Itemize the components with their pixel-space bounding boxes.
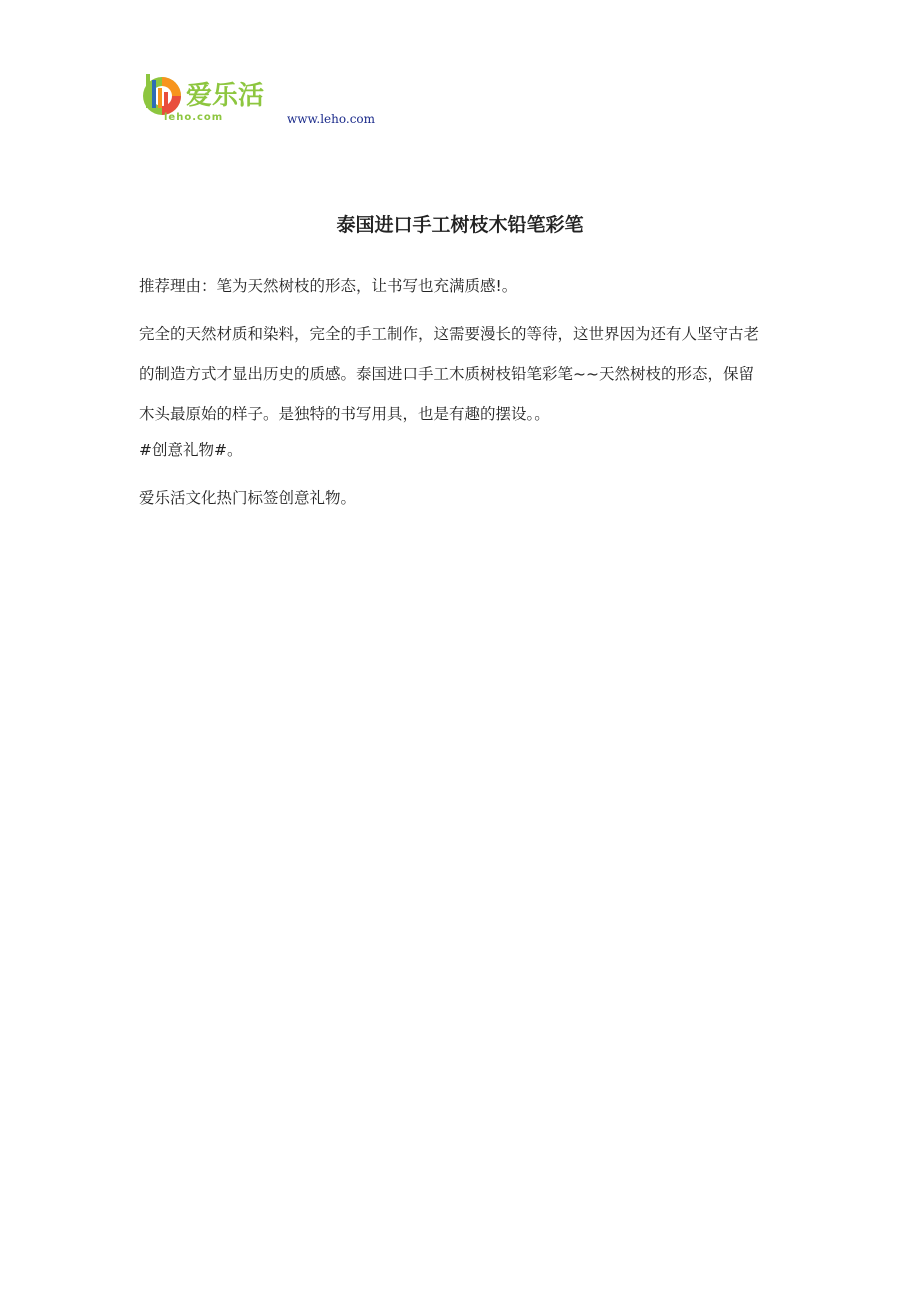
document-title: 泰国进口手工树枝木铅笔彩笔 bbox=[336, 214, 584, 236]
tag-line: #创意礼物#。 bbox=[139, 441, 243, 459]
svg-text:爱乐活: 爱乐活 bbox=[186, 81, 265, 111]
site-url[interactable]: www.leho.com bbox=[287, 112, 376, 126]
leho-logo bbox=[140, 66, 285, 126]
description-line-3: 木头最原始的样子。是独特的书写用具，也是有趣的摆设。。 bbox=[139, 405, 550, 423]
svg-text:leho.com: leho.com bbox=[164, 112, 224, 123]
page-header bbox=[140, 66, 440, 136]
document-body bbox=[139, 270, 789, 514]
footer-line: 爱乐活文化热门标签创意礼物。 bbox=[139, 489, 357, 507]
description-line-1: 完全的天然材质和染料，完全的手工制作，这需要漫长的等待，这世界因为还有人坚守古老 bbox=[139, 325, 760, 343]
description-line-2: 的制造方式才显出历史的质感。泰国进口手工木质树枝铅笔彩笔~~天然树枝的形态，保留 bbox=[139, 365, 754, 383]
recommend-reason: 推荐理由：笔为天然树枝的形态，让书写也充满质感!。 bbox=[139, 277, 518, 295]
